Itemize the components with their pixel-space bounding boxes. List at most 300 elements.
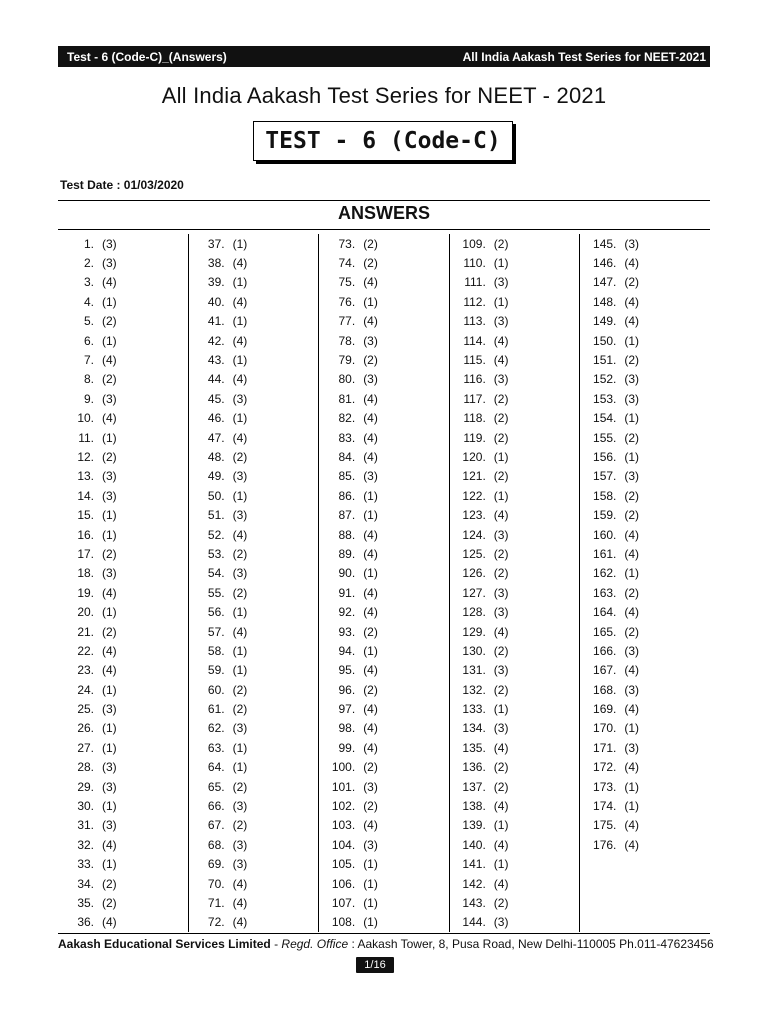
answer-row <box>58 680 188 699</box>
answer-row <box>189 758 319 777</box>
answer-row <box>580 602 710 621</box>
answer-option: (2) <box>493 391 509 406</box>
answer-row <box>319 796 449 815</box>
answer-row <box>189 661 319 680</box>
question-number: 127. <box>462 585 486 600</box>
page-number-badge: 1/16 <box>356 957 394 973</box>
question-number: 49. <box>207 469 225 484</box>
answer-option: (3) <box>493 915 509 930</box>
answer-row <box>580 835 710 854</box>
question-number: 70. <box>207 876 225 891</box>
answer-row <box>580 758 710 777</box>
answer-option: (3) <box>493 372 509 387</box>
question-number: 99. <box>338 740 356 755</box>
answer-option: (2) <box>363 353 378 368</box>
question-number: 72. <box>207 915 225 930</box>
answer-row <box>319 893 449 912</box>
answer-option: (4) <box>624 256 640 271</box>
answer-option: (3) <box>493 275 509 290</box>
answer-option: (3) <box>232 508 248 523</box>
question-number: 112. <box>463 294 486 309</box>
question-number: 86. <box>338 488 356 503</box>
question-number: 66. <box>207 799 225 814</box>
answer-option: (2) <box>624 353 640 368</box>
question-number: 33. <box>77 857 94 872</box>
answer-row <box>189 409 319 428</box>
question-number: 150. <box>593 333 617 348</box>
answer-row <box>189 544 319 563</box>
answer-option: (4) <box>624 702 640 717</box>
question-number: 133. <box>462 702 486 717</box>
test-date: Test Date : 01/03/2020 <box>60 178 184 192</box>
answer-option: (1) <box>232 353 248 368</box>
answer-option: (2) <box>493 760 509 775</box>
answer-row <box>580 312 710 331</box>
answer-column <box>58 234 188 932</box>
question-number: 61. <box>207 702 225 717</box>
answer-row <box>58 641 188 660</box>
question-number: 45. <box>207 391 225 406</box>
answer-row <box>450 661 580 680</box>
question-number: 75. <box>338 275 356 290</box>
answer-row <box>580 486 710 505</box>
answer-row <box>319 641 449 660</box>
answer-row <box>580 816 710 835</box>
answer-option: (4) <box>493 508 509 523</box>
answer-option: (1) <box>493 256 509 271</box>
question-number: 106. <box>331 876 356 891</box>
answer-option: (3) <box>232 837 248 852</box>
answer-option: (2) <box>232 682 248 697</box>
question-number: 52. <box>207 527 225 542</box>
question-number: 166. <box>593 643 617 658</box>
answer-row <box>189 913 319 932</box>
answer-option: (1) <box>102 508 117 523</box>
question-number: 83. <box>338 430 356 445</box>
answer-row <box>319 738 449 757</box>
answer-row <box>58 428 188 447</box>
answer-row <box>189 816 319 835</box>
answer-row <box>580 796 710 815</box>
answer-row <box>189 428 319 447</box>
question-number: 102. <box>331 799 356 814</box>
question-number: 39. <box>207 275 225 290</box>
question-number: 130. <box>462 643 486 658</box>
answer-option: (1) <box>232 605 248 620</box>
question-number: 76. <box>338 294 356 309</box>
answer-option: (3) <box>624 391 640 406</box>
answer-option: (1) <box>102 799 117 814</box>
answer-row <box>580 641 710 660</box>
answer-row <box>450 544 580 563</box>
answer-row <box>580 350 710 369</box>
answer-row <box>580 447 710 466</box>
answer-option: (2) <box>624 624 640 639</box>
question-number: 8. <box>83 372 94 387</box>
answer-option: (3) <box>232 857 248 872</box>
answer-row <box>189 699 319 718</box>
answer-row <box>189 738 319 757</box>
question-number: 46. <box>207 411 225 426</box>
answer-option: (2) <box>493 895 509 910</box>
answer-option: (4) <box>232 876 248 891</box>
answer-row <box>58 816 188 835</box>
answer-row <box>580 699 710 718</box>
question-number: 110. <box>463 256 486 271</box>
question-number: 16. <box>77 527 94 542</box>
question-number: 175. <box>593 818 617 833</box>
answer-option: (3) <box>624 740 640 755</box>
question-number: 145. <box>593 236 617 251</box>
answer-row <box>319 409 449 428</box>
answer-row <box>58 505 188 524</box>
question-number: 57. <box>207 624 225 639</box>
answer-option: (4) <box>624 760 640 775</box>
answer-option: (1) <box>363 857 378 872</box>
answer-option: (4) <box>102 353 117 368</box>
answer-row <box>580 253 710 272</box>
answer-option: (4) <box>493 876 509 891</box>
question-number: 37. <box>207 236 225 251</box>
answer-row <box>189 525 319 544</box>
answer-row <box>450 893 580 912</box>
question-number: 94. <box>338 643 356 658</box>
question-number: 31. <box>77 818 94 833</box>
answer-option: (4) <box>363 546 378 561</box>
answer-row <box>58 350 188 369</box>
footer <box>58 933 714 951</box>
answer-row <box>319 874 449 893</box>
answer-row <box>319 661 449 680</box>
answer-option: (4) <box>493 624 509 639</box>
answer-option: (4) <box>102 275 117 290</box>
answer-option: (2) <box>493 682 509 697</box>
answer-row <box>319 486 449 505</box>
answer-row <box>58 777 188 796</box>
answer-row <box>450 602 580 621</box>
question-number: 12. <box>77 449 94 464</box>
answer-row <box>58 331 188 350</box>
answer-option: (4) <box>363 702 378 717</box>
answer-row <box>319 758 449 777</box>
question-number: 124. <box>462 527 486 542</box>
question-number: 79. <box>338 353 356 368</box>
answer-row <box>319 835 449 854</box>
answer-option: (2) <box>363 236 378 251</box>
answer-row <box>189 855 319 874</box>
answer-row <box>450 758 580 777</box>
answer-row <box>450 913 580 932</box>
answer-option: (2) <box>102 449 117 464</box>
answer-option: (4) <box>232 256 248 271</box>
answer-option: (3) <box>493 314 509 329</box>
answer-row <box>319 719 449 738</box>
answer-row <box>450 486 580 505</box>
answer-option: (3) <box>363 469 378 484</box>
answer-option: (4) <box>232 333 248 348</box>
question-number: 67. <box>207 818 225 833</box>
answer-row <box>189 350 319 369</box>
answer-option: (4) <box>363 275 378 290</box>
answer-option: (3) <box>493 585 509 600</box>
question-number: 160. <box>593 527 617 542</box>
answer-row <box>450 525 580 544</box>
answer-option: (3) <box>102 760 117 775</box>
question-number: 59. <box>207 663 225 678</box>
answer-option: (2) <box>232 546 248 561</box>
question-number: 121. <box>462 469 486 484</box>
question-number: 171. <box>593 740 617 755</box>
answer-row <box>580 292 710 311</box>
answer-option: (1) <box>102 527 117 542</box>
answer-option: (4) <box>232 294 248 309</box>
answer-column <box>579 234 710 932</box>
question-number: 23. <box>77 663 94 678</box>
question-number: 21. <box>77 624 94 639</box>
question-number: 101. <box>331 779 356 794</box>
answer-row <box>319 622 449 641</box>
answer-row <box>58 602 188 621</box>
answer-row <box>580 273 710 292</box>
answer-option: (1) <box>232 236 248 251</box>
answer-option: (1) <box>102 682 117 697</box>
answer-option: (1) <box>363 915 378 930</box>
question-number: 18. <box>77 566 94 581</box>
answer-option: (4) <box>102 915 117 930</box>
question-number: 91. <box>338 585 356 600</box>
answer-option: (1) <box>363 508 378 523</box>
answer-row <box>58 312 188 331</box>
header-left-text: Test - 6 (Code-C)_(Answers) <box>67 49 227 64</box>
answer-option: (2) <box>493 779 509 794</box>
answer-row <box>58 486 188 505</box>
question-number: 73. <box>338 236 356 251</box>
answer-row <box>450 292 580 311</box>
answer-row <box>189 370 319 389</box>
answer-option: (1) <box>232 488 248 503</box>
answer-row <box>319 699 449 718</box>
question-number: 26. <box>77 721 94 736</box>
answer-row <box>189 447 319 466</box>
answer-row <box>450 312 580 331</box>
answer-row <box>58 370 188 389</box>
answer-option: (2) <box>493 411 509 426</box>
answer-row <box>450 447 580 466</box>
question-number: 142. <box>462 876 486 891</box>
answer-row <box>450 680 580 699</box>
question-number: 146. <box>593 256 617 271</box>
divider-top <box>58 200 710 201</box>
answer-option: (2) <box>102 895 117 910</box>
answer-row <box>450 622 580 641</box>
question-number: 32. <box>77 837 94 852</box>
answer-option: (3) <box>102 469 117 484</box>
answer-option: (1) <box>102 740 117 755</box>
question-number: 151. <box>593 353 617 368</box>
answer-row <box>319 467 449 486</box>
answer-row <box>58 913 188 932</box>
question-number: 2. <box>83 256 94 271</box>
answer-row <box>450 855 580 874</box>
answer-row <box>319 428 449 447</box>
question-number: 77. <box>338 314 356 329</box>
answer-row <box>189 253 319 272</box>
answer-option: (3) <box>624 469 640 484</box>
question-number: 30. <box>77 799 94 814</box>
answer-row <box>450 370 580 389</box>
answer-option: (4) <box>624 546 640 561</box>
answer-option: (2) <box>363 799 378 814</box>
answer-row <box>319 292 449 311</box>
divider-mid <box>58 229 710 230</box>
answer-option: (4) <box>102 643 117 658</box>
question-number: 132. <box>462 682 486 697</box>
question-number: 20. <box>77 605 94 620</box>
answer-option: (4) <box>232 430 248 445</box>
answer-row <box>58 409 188 428</box>
answer-row <box>450 641 580 660</box>
answer-option: (3) <box>493 605 509 620</box>
answer-row <box>319 505 449 524</box>
question-number: 135. <box>462 740 486 755</box>
question-number: 168. <box>593 682 617 697</box>
question-number: 119. <box>463 430 486 445</box>
answer-row <box>319 564 449 583</box>
answer-row <box>189 719 319 738</box>
question-number: 54. <box>207 566 225 581</box>
question-number: 47. <box>207 430 225 445</box>
question-number: 71. <box>207 895 225 910</box>
question-number: 43. <box>207 353 225 368</box>
answer-option: (4) <box>102 663 117 678</box>
question-number: 176. <box>593 837 617 852</box>
question-number: 38. <box>207 256 225 271</box>
answer-option: (3) <box>102 391 117 406</box>
question-number: 117. <box>463 391 486 406</box>
question-number: 58. <box>207 643 225 658</box>
question-number: 24. <box>77 682 94 697</box>
question-number: 10. <box>77 411 94 426</box>
answer-option: (2) <box>493 236 509 251</box>
answer-row <box>58 855 188 874</box>
page-title: All India Aakash Test Series for NEET - 2021 <box>161 83 607 108</box>
question-number: 68. <box>207 837 225 852</box>
answer-option: (1) <box>232 275 248 290</box>
answer-row <box>319 312 449 331</box>
answer-option: (1) <box>102 721 117 736</box>
answer-option: (4) <box>232 915 248 930</box>
question-number: 113. <box>463 314 486 329</box>
answer-row <box>450 777 580 796</box>
question-number: 51. <box>207 508 225 523</box>
question-number: 159. <box>593 508 617 523</box>
footer-company: Aakash Educational Services Limited <box>58 937 271 951</box>
answer-row <box>450 505 580 524</box>
answer-option: (3) <box>232 799 248 814</box>
answer-option: (1) <box>624 721 640 736</box>
question-number: 92. <box>338 605 356 620</box>
answer-row <box>580 234 710 253</box>
answer-row <box>450 409 580 428</box>
question-number: 5. <box>83 314 94 329</box>
answer-row <box>189 602 319 621</box>
answer-option: (3) <box>363 779 378 794</box>
question-number: 122. <box>462 488 486 503</box>
answer-option: (1) <box>363 876 378 891</box>
answer-row <box>58 467 188 486</box>
question-number: 123. <box>462 508 486 523</box>
question-number: 134. <box>462 721 486 736</box>
answer-row <box>450 874 580 893</box>
answer-row <box>319 447 449 466</box>
answer-row <box>189 389 319 408</box>
answer-row <box>580 738 710 757</box>
question-number: 173. <box>593 779 617 794</box>
answer-option: (2) <box>102 314 117 329</box>
question-number: 35. <box>77 895 94 910</box>
question-number: 125. <box>462 546 486 561</box>
answer-row <box>189 583 319 602</box>
answer-row <box>450 835 580 854</box>
question-number: 149. <box>593 314 617 329</box>
question-number: 96. <box>338 682 356 697</box>
answer-row <box>189 777 319 796</box>
test-code-box: TEST - 6 (Code-C) <box>253 121 513 161</box>
answer-row <box>450 428 580 447</box>
question-number: 143. <box>462 895 486 910</box>
answer-row <box>189 893 319 912</box>
answer-option: (2) <box>493 469 509 484</box>
question-number: 156. <box>593 449 617 464</box>
answer-option: (4) <box>363 740 378 755</box>
question-number: 82. <box>338 411 356 426</box>
answer-row <box>319 525 449 544</box>
answer-option: (4) <box>363 818 378 833</box>
answer-option: (1) <box>624 449 640 464</box>
answer-row <box>319 273 449 292</box>
answer-row <box>580 428 710 447</box>
question-number: 147. <box>593 275 617 290</box>
question-number: 80. <box>338 372 356 387</box>
footer-office-label: Regd. Office <box>281 937 349 951</box>
answer-row <box>450 583 580 602</box>
answer-option: (2) <box>624 275 640 290</box>
answer-option: (2) <box>232 818 248 833</box>
answer-option: (4) <box>493 799 509 814</box>
answer-row <box>58 583 188 602</box>
question-number: 22. <box>77 643 94 658</box>
answer-option: (2) <box>363 760 378 775</box>
question-number: 74. <box>338 256 356 271</box>
answer-option: (3) <box>102 256 117 271</box>
answer-row <box>58 738 188 757</box>
answer-option: (2) <box>493 566 509 581</box>
answer-option: (1) <box>232 643 248 658</box>
answer-row <box>319 234 449 253</box>
answer-row <box>189 564 319 583</box>
answer-option: (3) <box>493 527 509 542</box>
answer-option: (3) <box>624 236 640 251</box>
answer-option: (2) <box>232 702 248 717</box>
answer-row <box>58 893 188 912</box>
answer-row <box>189 486 319 505</box>
answer-row <box>319 816 449 835</box>
answer-row <box>580 370 710 389</box>
question-number: 19. <box>77 585 94 600</box>
answer-row <box>580 583 710 602</box>
answer-row <box>450 796 580 815</box>
answer-row <box>58 796 188 815</box>
